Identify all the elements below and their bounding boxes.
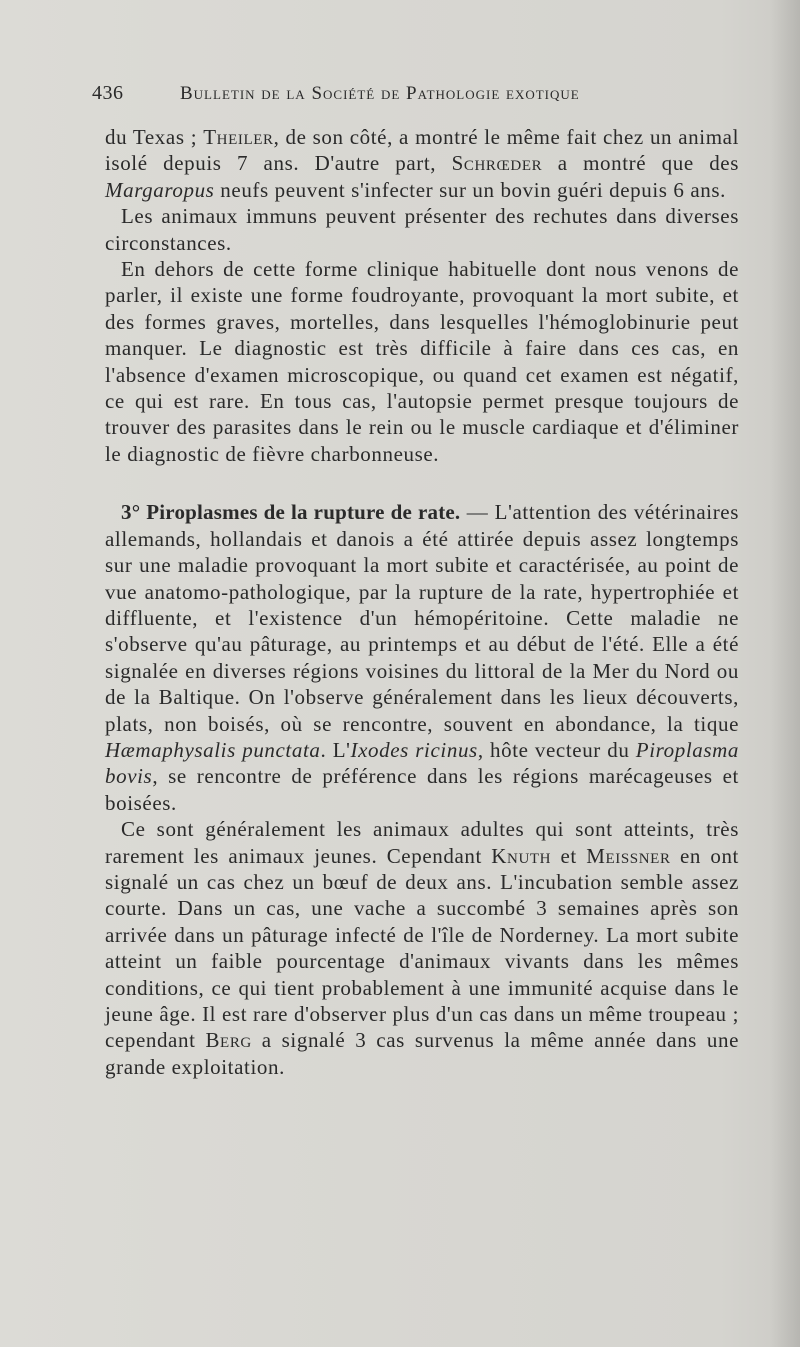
section-heading: 3° Piroplasmes de la rupture de rate. <box>121 500 461 525</box>
text-run: . L' <box>320 737 351 762</box>
author-name-knuth: Knuth <box>491 843 552 868</box>
text-run: et <box>551 843 587 868</box>
paragraph-3: En dehors de cette forme clinique habituelle dont nous venons de parler, il existe une forme foudroyante, provoquant la mort subite, et des formes graves, mortelles, dans lesquelles l'hémoglobinurie peut manquer. Le diagnostic est très difficile à faire dans ces cas, en l'absence d'examen microscopique, ou quand cet examen est négatif, ce qui est rare. En tous cas, l'autopsie permet presque toujours de trouver des parasites dans le rein ou le muscle cardiaque et d'éliminer le diagnostic de fièvre charbonneuse. <box>105 257 739 466</box>
text-run: , de son côté, a montré le même fait chez un animal isolé depuis 7 ans. D'autre part, <box>105 125 739 176</box>
species-ixodes: Ixodes ricinus <box>350 737 478 762</box>
text-run: , hôte vecteur du <box>477 737 636 762</box>
author-name-meissner: Meissner <box>586 843 671 868</box>
author-name-schroeder: Schrœder <box>451 151 543 176</box>
paragraph-5 <box>105 816 739 1080</box>
species-haemaphysalis: Hæmaphysalis punctata <box>105 737 321 762</box>
author-name-theiler: Theiler <box>203 125 274 149</box>
species-piroplasma: Piroplasma bovis <box>105 737 740 789</box>
page-edge-shadow <box>770 0 800 1347</box>
text-run: du Texas ; <box>105 125 204 149</box>
text-run: — L'attention des vétérinaires allemands, hollandais et danois a été attirée depuis assez longtemps sur une maladie provoquant la mort subite et caractérisée, au point de vue anatomo-pathologique, par la rupture de la rate, hypertrophiée et diffluente, et l'existence d'un hémopéritoine. Cette maladie ne s'observe qu'au pâturage, au printemps et au début de l'été. Elle a été signalée en diverses régions voisines du littoral de la Mer du Nord ou de la Baltique. On l'observe généralement dans les lieux découverts, plats, non boisés, où se rencontre, souvent en abondance, la tique <box>105 500 739 736</box>
genus-margaropus: Margaropus <box>105 177 215 202</box>
paragraph-4 <box>105 499 739 816</box>
body-text <box>105 124 739 1080</box>
text-run: , se rencontre de préférence dans les régions marécageuses et boisées. <box>105 764 739 815</box>
text-run: a signalé 3 cas survenus la même année dans une grande exploitation. <box>105 1028 739 1079</box>
text-run: en ont signalé un cas chez un bœuf de deux ans. L'incubation semble assez courte. Dans un cas, une vache a succombé 3 semaines après son arrivée dans un pâturage infecté de l'île de Norderney. La mort subite atteint un faible pourcentage d'animaux vivants dans les mêmes conditions, ce qui tient probablement à une immunité acquise dans le jeune âge. Il est rare d'observer plus d'un cas dans un même troupeau ; cependant <box>105 843 739 1053</box>
text-run: a montré que des <box>542 151 739 176</box>
text-run: Ce sont généralement les animaux adultes qui sont atteints, très rarement les animaux jeunes. Cependant <box>105 817 739 868</box>
running-title: Bulletin de la Société de Pathologie exotique <box>180 83 580 104</box>
running-header <box>92 82 652 105</box>
author-name-berg: Berg <box>205 1028 252 1053</box>
paragraph-2: Les animaux immuns peuvent présenter des rechutes dans diverses circonstances. <box>105 204 739 255</box>
text-run: neufs peuvent s'infecter sur un bovin guéri depuis 6 ans. <box>214 177 727 202</box>
paragraph-1 <box>105 124 739 203</box>
page-number: 436 <box>92 82 124 104</box>
